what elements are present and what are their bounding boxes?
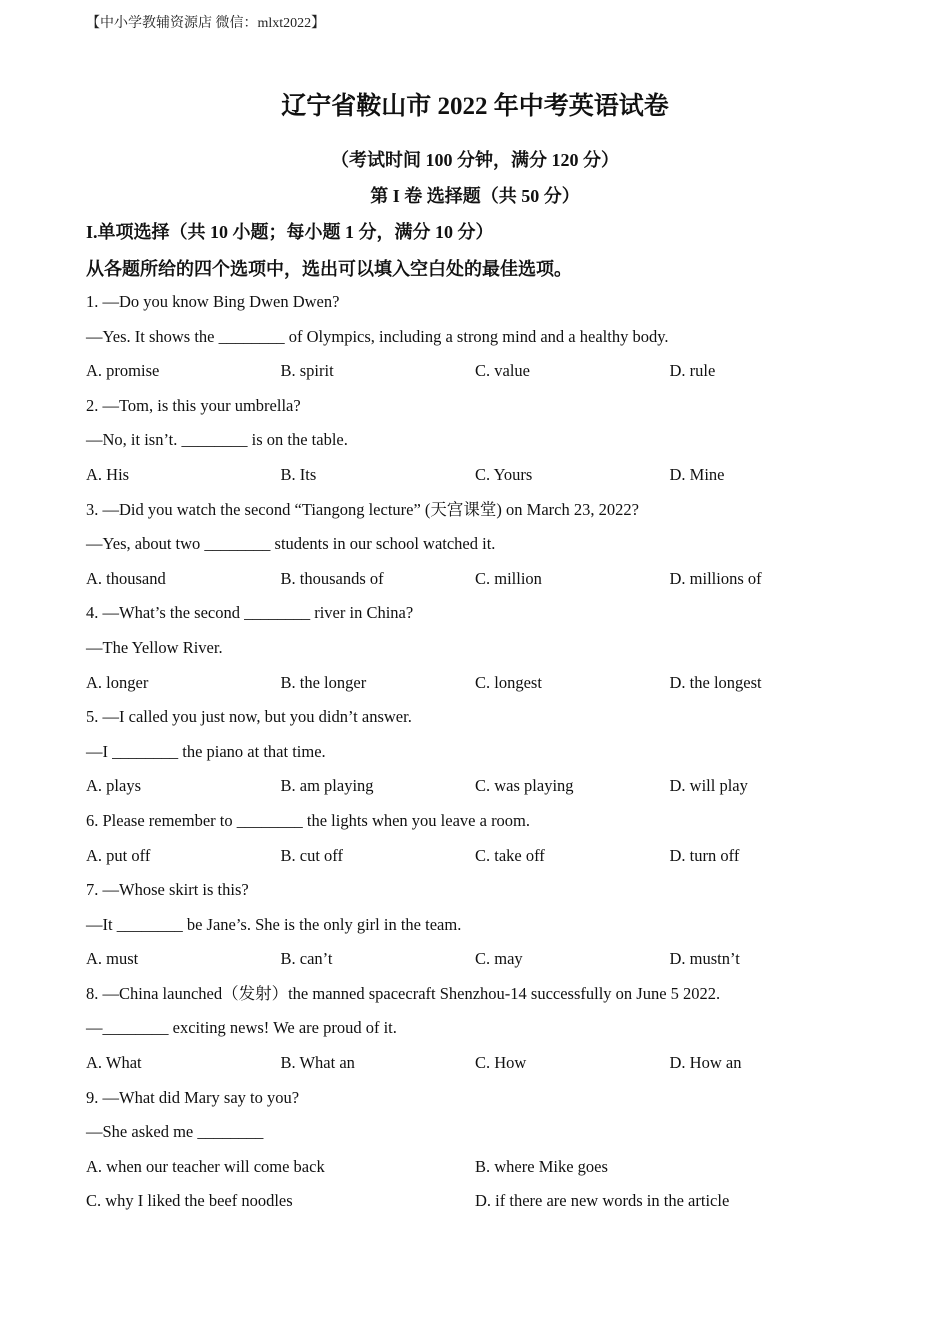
question-item — [86, 703, 886, 807]
option-c: C. may — [475, 949, 523, 969]
exam-info: （考试时间 100 分钟，满分 120 分） — [331, 150, 619, 170]
question-item — [86, 496, 886, 600]
question-response: —It ________ be Jane’s. She is the only girl in the team. — [86, 914, 462, 934]
option-d: D. How an — [669, 1053, 742, 1073]
option-b: B. What an — [280, 1053, 355, 1073]
option-c: C. was playing — [475, 776, 574, 796]
question-response: —I ________ the piano at that time. — [86, 741, 326, 761]
section-heading: I.单项选择（共 10 小题；每小题 1 分，满分 10 分） — [86, 222, 494, 242]
option-c: C. longest — [475, 672, 542, 692]
option-row — [86, 842, 886, 877]
option-c: C. Yours — [475, 464, 533, 484]
question-item — [86, 876, 886, 980]
option-c: C. million — [475, 568, 542, 588]
option-b: B. thousands of — [280, 568, 384, 588]
option-d: D. the longest — [669, 672, 762, 692]
option-c: C. value — [475, 361, 530, 381]
question-list — [86, 288, 886, 1222]
option-c: C. How — [475, 1053, 527, 1073]
question-response: —________ exciting news! We are proud of it. — [86, 1018, 397, 1038]
option-c: C. take off — [475, 845, 545, 865]
question-item — [86, 599, 886, 703]
option-a: A. plays — [86, 776, 141, 796]
option-b: B. spirit — [280, 361, 334, 381]
option-a: A. when our teacher will come back — [86, 1156, 325, 1176]
question-prompt: 6. Please remember to ________ the lights when you leave a room. — [86, 810, 531, 830]
option-row — [86, 945, 886, 980]
option-a: A. put off — [86, 845, 151, 865]
option-b: B. cut off — [280, 845, 343, 865]
page-title: 辽宁省鞍山市 2022 年中考英语试卷 — [281, 93, 669, 120]
option-row — [86, 357, 886, 392]
watermark-header: 【中小学教辅资源店 微信：mlxt2022】 — [86, 16, 326, 31]
question-item — [86, 980, 886, 1084]
option-a: A. thousand — [86, 568, 166, 588]
question-item — [86, 807, 886, 876]
option-c: C. why I liked the beef noodles — [86, 1191, 293, 1211]
option-d: D. will play — [669, 776, 748, 796]
option-d: D. mustn’t — [669, 949, 740, 969]
question-item — [86, 1084, 886, 1222]
question-response: —Yes, about two ________ students in our school watched it. — [86, 534, 496, 554]
option-a: A. His — [86, 464, 130, 484]
option-a: A. promise — [86, 361, 160, 381]
option-row — [86, 1187, 886, 1222]
option-b: B. am playing — [280, 776, 374, 796]
question-response: —Yes. It shows the ________ of Olympics, including a strong mind and a healthy body. — [86, 326, 669, 346]
option-d: D. Mine — [669, 464, 725, 484]
question-response: —The Yellow River. — [86, 637, 223, 657]
option-row — [86, 1153, 886, 1188]
question-item — [86, 392, 886, 496]
option-row — [86, 461, 886, 496]
option-row — [86, 772, 886, 807]
instruction-text: 从各题所给的四个选项中，选出可以填入空白处的最佳选项。 — [86, 259, 572, 279]
option-a: A. What — [86, 1053, 142, 1073]
volume-heading: 第 I 卷 选择题（共 50 分） — [370, 186, 580, 206]
option-b: B. the longer — [280, 672, 367, 692]
option-row — [86, 669, 886, 704]
option-b: B. Its — [280, 464, 317, 484]
question-response: —She asked me ________ — [86, 1122, 264, 1142]
question-prompt: 1. —Do you know Bing Dwen Dwen? — [86, 292, 340, 311]
question-prompt: 3. —Did you watch the second “Tiangong lecture” (天宫课堂) on March 23, 2022? — [86, 499, 639, 519]
option-a: A. must — [86, 949, 139, 969]
question-prompt: 2. —Tom, is this your umbrella? — [86, 395, 301, 415]
option-d: D. millions of — [669, 568, 762, 588]
option-d: D. turn off — [669, 845, 740, 865]
question-prompt: 7. —Whose skirt is this? — [86, 880, 249, 900]
option-d: D. rule — [669, 361, 716, 381]
option-d: D. if there are new words in the article — [475, 1191, 730, 1211]
option-a: A. longer — [86, 672, 149, 692]
question-prompt: 4. —What’s the second ________ river in China? — [86, 603, 414, 623]
question-prompt: 5. —I called you just now, but you didn’t answer. — [86, 707, 412, 727]
option-b: B. where Mike goes — [475, 1156, 608, 1176]
question-prompt: 9. —What did Mary say to you? — [86, 1087, 300, 1107]
question-item — [86, 288, 886, 392]
question-response: —No, it isn’t. ________ is on the table. — [86, 430, 348, 450]
option-b: B. can’t — [280, 949, 333, 969]
option-row — [86, 565, 886, 600]
question-prompt: 8. —China launched（发射）the manned spacecraft Shenzhou-14 successfully on June 5 2022. — [86, 983, 721, 1003]
option-row — [86, 1049, 886, 1084]
